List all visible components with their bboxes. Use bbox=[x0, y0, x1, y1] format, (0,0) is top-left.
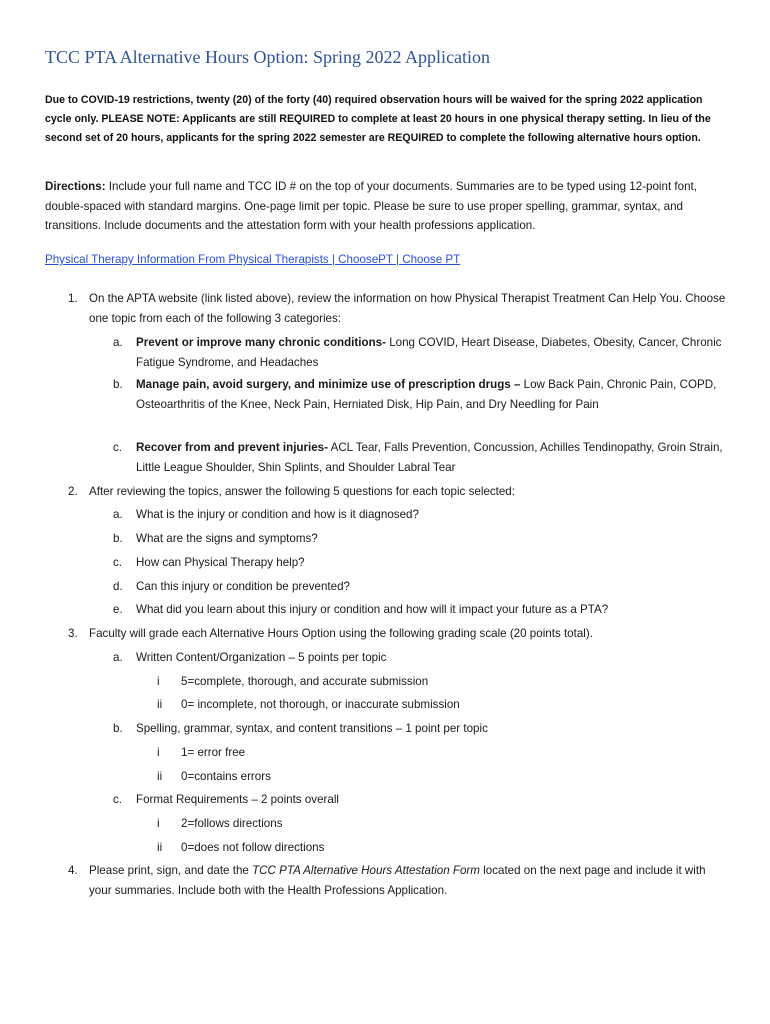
item-text bbox=[89, 861, 729, 900]
item-number: 2. bbox=[68, 485, 78, 498]
roman-text: 5=complete, thorough, and accurate submission bbox=[181, 675, 429, 688]
sub-letter: d. bbox=[113, 580, 123, 593]
sub-text bbox=[136, 333, 730, 372]
sub-rest: Low Back Pain, Chronic Pain, COPD, Osteoarthritis of the Knee, Neck Pain, Herniated Disk, Hip Pain, and Dry Needling for Pain bbox=[136, 378, 717, 411]
roman-numeral: ii bbox=[157, 698, 163, 711]
sub-letter: b. bbox=[113, 722, 123, 735]
sub-text: Written Content/Organization – 5 points per topic bbox=[136, 651, 387, 664]
sub-text: Can this injury or condition be prevented? bbox=[136, 580, 350, 593]
sub-text: Format Requirements – 2 points overall bbox=[136, 793, 339, 806]
item-text-before: Please print, sign, and date the bbox=[89, 864, 253, 877]
directions-text: Include your full name and TCC ID # on the top of your documents. Summaries are to be typed using 12-point font, double-spaced with standard margins. One-page limit per topic. Please be sure to use proper spelling, grammar, syntax, and transitions. Include documents and the attestation form with your health professions application. bbox=[45, 180, 697, 232]
sub-rest: ACL Tear, Falls Prevention, Concussion, Achilles Tendinopathy, Groin Strain, Little League Shoulder, Shin Splints, and Shoulder Labral Tear bbox=[136, 441, 723, 474]
item-text: Faculty will grade each Alternative Hours Option using the following grading scale (20 points total). bbox=[89, 627, 593, 640]
sub-letter: a. bbox=[113, 508, 123, 521]
sub-text: How can Physical Therapy help? bbox=[136, 556, 305, 569]
sub-text: What are the signs and symptoms? bbox=[136, 532, 318, 545]
sub-text: What is the injury or condition and how is it diagnosed? bbox=[136, 508, 419, 521]
sub-letter: e. bbox=[113, 603, 123, 616]
sub-text bbox=[136, 375, 730, 414]
page-title: TCC PTA Alternative Hours Option: Spring 2022 Application bbox=[45, 47, 491, 67]
item-text: After reviewing the topics, answer the following 5 questions for each topic selected: bbox=[89, 485, 515, 498]
sub-bold: Prevent or improve many chronic conditions- bbox=[136, 336, 386, 349]
directions-paragraph bbox=[45, 177, 730, 236]
roman-text: 0=contains errors bbox=[181, 770, 271, 783]
covid-notice: Due to COVID-19 restrictions, twenty (20) of the forty (40) required observation hours will be waived for the spring 2022 application cycle only. PLEASE NOTE: Applicants are still REQUIRED to complete at least 20 hours in one physical therapy setting. In lieu of the second set of 20 hours, applicants for the spring 2022 semester are REQUIRED to complete the following alternative hours option. bbox=[45, 94, 711, 144]
sub-text: Spelling, grammar, syntax, and content transitions – 1 point per topic bbox=[136, 722, 488, 735]
item-number: 1. bbox=[68, 292, 78, 305]
sub-bold: Recover from and prevent injuries- bbox=[136, 441, 328, 454]
item-text-after: located on the next page and include it with your summaries. Include both with the Health Professions Application. bbox=[89, 864, 706, 897]
sub-text: What did you learn about this injury or condition and how will it impact your future as a PTA? bbox=[136, 603, 609, 616]
item-number: 3. bbox=[68, 627, 78, 640]
sub-rest: Long COVID, Heart Disease, Diabetes, Obesity, Cancer, Chronic Fatigue Syndrome, and Headaches bbox=[136, 336, 722, 369]
roman-numeral: ii bbox=[157, 770, 163, 783]
sub-bold: Manage pain, avoid surgery, and minimize use of prescription drugs – bbox=[136, 378, 521, 391]
sub-letter: a. bbox=[113, 651, 123, 664]
roman-text: 0= incomplete, not thorough, or inaccurate submission bbox=[181, 698, 460, 711]
sub-letter: b. bbox=[113, 532, 123, 545]
choosept-link[interactable]: Physical Therapy Information From Physical Therapists | ChoosePT | Choose PT bbox=[45, 253, 461, 266]
roman-text: 1= error free bbox=[181, 746, 246, 759]
sub-letter: b. bbox=[113, 378, 123, 391]
sub-letter: c. bbox=[113, 556, 123, 569]
roman-numeral: i bbox=[157, 746, 160, 759]
roman-numeral: i bbox=[157, 817, 160, 830]
sub-letter: c. bbox=[113, 793, 123, 806]
sub-letter: a. bbox=[113, 336, 123, 349]
attestation-form-name: TCC PTA Alternative Hours Attestation Form bbox=[252, 864, 480, 877]
roman-numeral: ii bbox=[157, 841, 163, 854]
item-text: On the APTA website (link listed above), review the information on how Physical Therapist Treatment Can Help You. Choose one topic from each of the following 3 categories: bbox=[89, 292, 726, 325]
sub-letter: c. bbox=[113, 441, 123, 454]
roman-text: 2=follows directions bbox=[181, 817, 283, 830]
roman-numeral: i bbox=[157, 675, 160, 688]
directions-label: Directions: bbox=[45, 180, 106, 193]
sub-text bbox=[136, 438, 730, 477]
roman-text: 0=does not follow directions bbox=[181, 841, 325, 854]
item-number: 4. bbox=[68, 864, 78, 877]
